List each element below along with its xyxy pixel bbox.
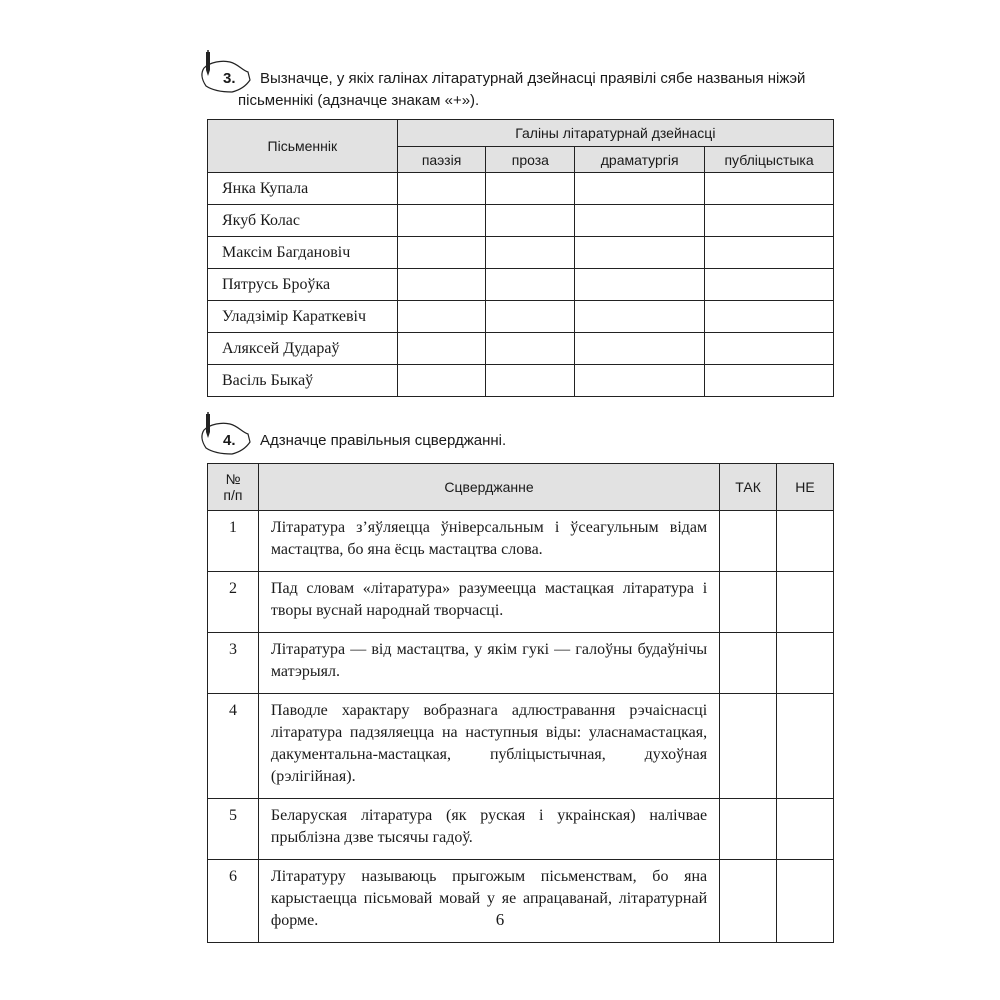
writers-activity-table	[207, 119, 834, 397]
table-row	[208, 694, 834, 799]
writer-name: Максім Багдановіч	[208, 237, 398, 269]
statement-number: 2	[208, 572, 259, 633]
statement-text: Літаратура з’яўляецца ўніверсальным і ўсеагульным відам мастацтва, бо яна ёсць мастацтва слова.	[258, 511, 719, 572]
no-cell[interactable]	[777, 572, 834, 633]
yes-cell[interactable]	[720, 572, 777, 633]
answer-cell[interactable]	[397, 173, 486, 205]
table-row	[208, 205, 834, 237]
table-row	[208, 633, 834, 694]
task3-number: 3.	[223, 70, 236, 87]
answer-cell[interactable]	[486, 205, 575, 237]
table-row	[208, 860, 834, 943]
header-activity-group: Галіны літаратурнай дзейнасці	[397, 120, 833, 147]
answer-cell[interactable]	[575, 333, 705, 365]
statements-table	[207, 463, 834, 943]
answer-cell[interactable]	[397, 301, 486, 333]
statement-text: Паводле характару вобразнага адлюстравання рэчаіснасці літаратура падзяляецца на наступныя віды: уласнамастацкая, дакументальна-мастацкая, публіцыстычная, духоўная (рэлігійная).	[258, 694, 719, 799]
answer-cell[interactable]	[705, 269, 834, 301]
writer-name: Аляксей Дудараў	[208, 333, 398, 365]
task3-instruction-line1: Вызначце, у якіх галінах літаратурнай дзейнасці праявілі сябе названыя ніжэй	[260, 70, 806, 87]
answer-cell[interactable]	[575, 301, 705, 333]
table-row	[208, 799, 834, 860]
answer-cell[interactable]	[486, 365, 575, 397]
table-row	[208, 269, 834, 301]
answer-cell[interactable]	[486, 173, 575, 205]
answer-cell[interactable]	[705, 333, 834, 365]
yes-cell[interactable]	[720, 633, 777, 694]
writer-name: Янка Купала	[208, 173, 398, 205]
statement-text: Літаратуру называюць прыгожым пісьменствам, бо яна карыстаецца пісьмовай мовай у яе апрацаванай, літаратурнай форме.	[258, 860, 719, 943]
answer-cell[interactable]	[486, 333, 575, 365]
yes-cell[interactable]	[720, 860, 777, 943]
task4-instruction: Адзначце правільныя сцверджанні.	[260, 432, 507, 449]
header-writer: Пісьменнік	[208, 120, 398, 173]
answer-cell[interactable]	[397, 333, 486, 365]
header-journalism: публіцыстыка	[705, 147, 834, 173]
answer-cell[interactable]	[397, 237, 486, 269]
answer-cell[interactable]	[397, 269, 486, 301]
answer-cell[interactable]	[486, 237, 575, 269]
writer-name: Уладзімір Караткевіч	[208, 301, 398, 333]
statement-text: Беларуская літаратура (як руская і украінская) налічвае прыблізна дзве тысячы гадоў.	[258, 799, 719, 860]
no-cell[interactable]	[777, 799, 834, 860]
answer-cell[interactable]	[705, 301, 834, 333]
table-row	[208, 301, 834, 333]
answer-cell[interactable]	[397, 365, 486, 397]
answer-cell[interactable]	[705, 365, 834, 397]
header-poetry: паэзія	[397, 147, 486, 173]
statement-text: Літаратура — від мастацтва, у якім гукі — галоўны будаўнічы матэрыял.	[258, 633, 719, 694]
answer-cell[interactable]	[486, 269, 575, 301]
answer-cell[interactable]	[705, 173, 834, 205]
task3-heading	[196, 50, 846, 110]
table-row	[208, 365, 834, 397]
answer-cell[interactable]	[486, 301, 575, 333]
yes-cell[interactable]	[720, 694, 777, 799]
header-prose: проза	[486, 147, 575, 173]
yes-cell[interactable]	[720, 511, 777, 572]
statement-number: 3	[208, 633, 259, 694]
header-number-line2: п/п	[223, 487, 243, 503]
header-drama: драматургія	[575, 147, 705, 173]
writer-name: Пятрусь Броўка	[208, 269, 398, 301]
answer-cell[interactable]	[575, 205, 705, 237]
header-no: НЕ	[777, 464, 834, 511]
no-cell[interactable]	[777, 860, 834, 943]
statement-number: 6	[208, 860, 259, 943]
answer-cell[interactable]	[575, 173, 705, 205]
answer-cell[interactable]	[705, 237, 834, 269]
writer-name: Васіль Быкаў	[208, 365, 398, 397]
task4-number: 4.	[223, 432, 236, 449]
answer-cell[interactable]	[575, 237, 705, 269]
no-cell[interactable]	[777, 694, 834, 799]
header-number	[208, 464, 259, 511]
writer-name: Якуб Колас	[208, 205, 398, 237]
statement-number: 4	[208, 694, 259, 799]
answer-cell[interactable]	[575, 365, 705, 397]
no-cell[interactable]	[777, 511, 834, 572]
header-statement: Сцверджанне	[258, 464, 719, 511]
task4-heading	[196, 412, 846, 458]
answer-cell[interactable]	[397, 205, 486, 237]
statement-text: Пад словам «літаратура» разумеецца мастацкая літаратура і творы вуснай народнай творчасці.	[258, 572, 719, 633]
no-cell[interactable]	[777, 633, 834, 694]
table-row	[208, 173, 834, 205]
yes-cell[interactable]	[720, 799, 777, 860]
table-row	[208, 237, 834, 269]
header-number-line1: №	[225, 471, 241, 487]
table-row	[208, 572, 834, 633]
answer-cell[interactable]	[705, 205, 834, 237]
statement-number: 5	[208, 799, 259, 860]
answer-cell[interactable]	[575, 269, 705, 301]
statement-number: 1	[208, 511, 259, 572]
page-number: 6	[495, 910, 505, 929]
header-yes: ТАК	[720, 464, 777, 511]
table-row	[208, 511, 834, 572]
table-row	[208, 333, 834, 365]
task3-instruction-line2: пісьменнікі (адзначце знакам «+»).	[238, 92, 480, 109]
